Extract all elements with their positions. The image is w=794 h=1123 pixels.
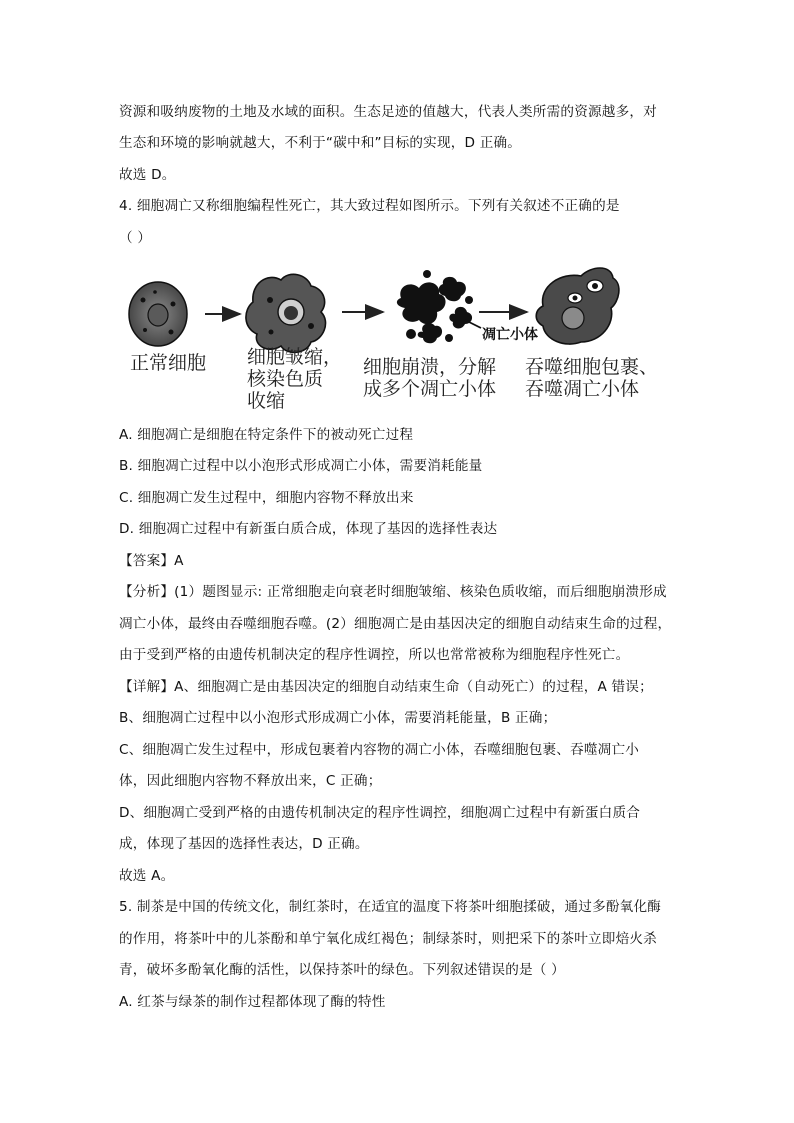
question-5-stem: 的作用，将茶叶中的儿茶酚和单宁氧化成红褐色；制绿茶时，则把采下的茶叶立即焙火杀: [119, 931, 657, 947]
apoptotic-bodies: [397, 270, 473, 343]
answer-line: 【答案】A: [119, 553, 184, 569]
normal-cell: [129, 282, 187, 346]
option-a: A. 红茶与绿茶的制作过程都体现了酶的特性: [119, 994, 386, 1010]
phagocyte: [536, 268, 619, 344]
analysis-line: 【分析】(1）题图显示: 正常细胞走向衰老时细胞皱缩、核染色质收缩，而后细胞崩溃形成: [119, 584, 667, 600]
detail-line: 【详解】A、细胞凋亡是由基因决定的细胞自动结束生命（自动死亡）的过程，A 错误；: [119, 679, 653, 695]
stage-2-label-line-3: 收缩: [247, 390, 286, 412]
pointer-line: [465, 320, 481, 328]
analysis-line: 由于受到严格的由遗传机制决定的程序性调控，所以也常常被称为细胞程序性死亡。: [119, 647, 630, 663]
choice-line: 故选 A。: [119, 868, 175, 884]
detail-line: 成，体现了基因的选择性表达，D 正确。: [119, 836, 369, 852]
detail-line: C、细胞凋亡发生过程中，形成包裹着内容物的凋亡小体，吞噬细胞包裹、吞噬凋亡小: [119, 742, 640, 758]
option-c: C. 细胞凋亡发生过程中，细胞内容物不释放出来: [119, 490, 414, 506]
option-a: A. 细胞凋亡是细胞在特定条件下的被动死亡过程: [119, 427, 414, 443]
text-line: 故选 D。: [119, 167, 176, 183]
apoptotic-body-pointer-label: 凋亡小体: [482, 327, 538, 343]
option-b: B. 细胞凋亡过程中以小泡形式形成凋亡小体，需要消耗能量: [119, 458, 483, 474]
option-d: D. 细胞凋亡过程中有新蛋白质合成，体现了基因的选择性表达: [119, 521, 498, 537]
stage-3-label-line-2: 成多个凋亡小体: [363, 378, 497, 400]
stage-2-label-line-2: 核染色质: [247, 368, 324, 390]
stage-3-label-line-1: 细胞崩溃，分解: [363, 356, 497, 378]
question-5-stem: 5. 制茶是中国的传统文化，制红茶时，在适宜的温度下将茶叶细胞揉破，通过多酚氧化酶: [119, 899, 662, 915]
analysis-line: 凋亡小体，最终由吞噬细胞吞噬。(2）细胞凋亡是由基因决定的细胞自动结束生命的过程，: [119, 616, 672, 632]
stage-4-label-line-2: 吞噬凋亡小体: [525, 378, 640, 400]
detail-line: D、细胞凋亡受到严格的由遗传机制决定的程序性调控，细胞凋亡过程中有新蛋白质合: [119, 805, 641, 821]
text-line: 生态和环境的影响就越大，不利于“碳中和”目标的实现，D 正确。: [119, 135, 522, 151]
detail-line: B、细胞凋亡过程中以小泡形式形成凋亡小体，需要消耗能量，B 正确；: [119, 710, 557, 726]
question-5-stem: 青，破坏多酚氧化酶的活性，以保持茶叶的绿色。下列叙述错误的是（ ）: [119, 962, 565, 978]
answer-blank: （ ）: [119, 230, 152, 246]
stage-1-label: 正常细胞: [130, 352, 207, 374]
apoptosis-figure: [125, 262, 685, 412]
stage-4-label-line-1: 吞噬细胞包裹、: [525, 356, 659, 378]
question-4-stem: 4. 细胞凋亡又称细胞编程性死亡，其大致过程如图所示。下列有关叙述不正确的是: [119, 198, 620, 214]
text-line: 资源和吸纳废物的土地及水域的面积。生态足迹的值越大，代表人类所需的资源越多，对: [119, 104, 657, 120]
shrunken-cell: [246, 274, 326, 352]
detail-line: 体，因此细胞内容物不释放出来，C 正确；: [119, 773, 382, 789]
stage-2-label-line-1: 细胞皱缩，: [247, 346, 343, 368]
